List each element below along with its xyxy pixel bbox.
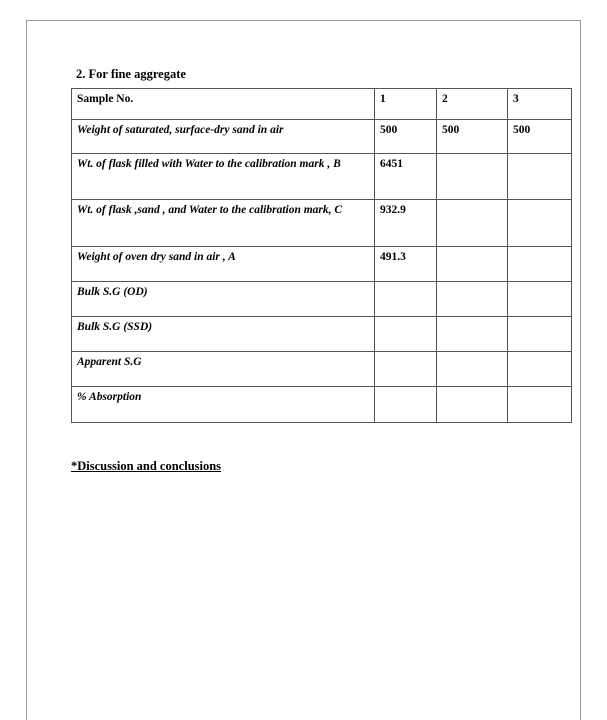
table-cell: 491.3 — [375, 247, 437, 282]
table-cell — [508, 282, 572, 317]
table-cell — [375, 352, 437, 387]
sample-1-header: 1 — [375, 89, 437, 120]
row-label: Apparent S.G — [72, 352, 375, 387]
table-row — [72, 120, 572, 154]
row-label: Wt. of flask ,sand , and Water to the calibration mark, C — [72, 200, 375, 247]
row-label: Weight of oven dry sand in air , A — [72, 247, 375, 282]
sample-no-header: Sample No. — [72, 89, 375, 120]
table-cell — [508, 317, 572, 352]
row-label: Wt. of flask filled with Water to the calibration mark , B — [72, 154, 375, 200]
table-cell: 932.9 — [375, 200, 437, 247]
table-cell — [437, 282, 508, 317]
table-cell — [437, 387, 508, 423]
row-label: % Absorption — [72, 387, 375, 423]
table-row — [72, 352, 572, 387]
section-heading: 2. For fine aggregate — [76, 67, 186, 81]
table-row — [72, 317, 572, 352]
table-cell — [508, 154, 572, 200]
table-cell: 500 — [437, 120, 508, 154]
table-cell — [437, 247, 508, 282]
row-label: Bulk S.G (OD) — [72, 282, 375, 317]
table-cell — [508, 352, 572, 387]
table-cell: 500 — [508, 120, 572, 154]
table-row — [72, 387, 572, 423]
table-cell: 500 — [375, 120, 437, 154]
table-cell — [375, 282, 437, 317]
sample-2-header: 2 — [437, 89, 508, 120]
discussion-heading: *Discussion and conclusions — [71, 459, 222, 473]
table-cell — [437, 317, 508, 352]
table-cell — [437, 352, 508, 387]
table-row — [72, 247, 572, 282]
table-cell — [437, 154, 508, 200]
table-cell — [375, 317, 437, 352]
row-label: Weight of saturated, surface-dry sand in air — [72, 120, 375, 154]
table-row — [72, 154, 572, 200]
row-label: Bulk S.G (SSD) — [72, 317, 375, 352]
table-cell — [508, 200, 572, 247]
table-header-row — [72, 89, 572, 120]
table-cell — [508, 247, 572, 282]
table-row — [72, 200, 572, 247]
table-row — [72, 282, 572, 317]
sample-3-header: 3 — [508, 89, 572, 120]
table-cell — [375, 387, 437, 423]
fine-aggregate-table — [71, 88, 572, 423]
table-cell — [508, 387, 572, 423]
table-cell: 6451 — [375, 154, 437, 200]
table-cell — [437, 200, 508, 247]
